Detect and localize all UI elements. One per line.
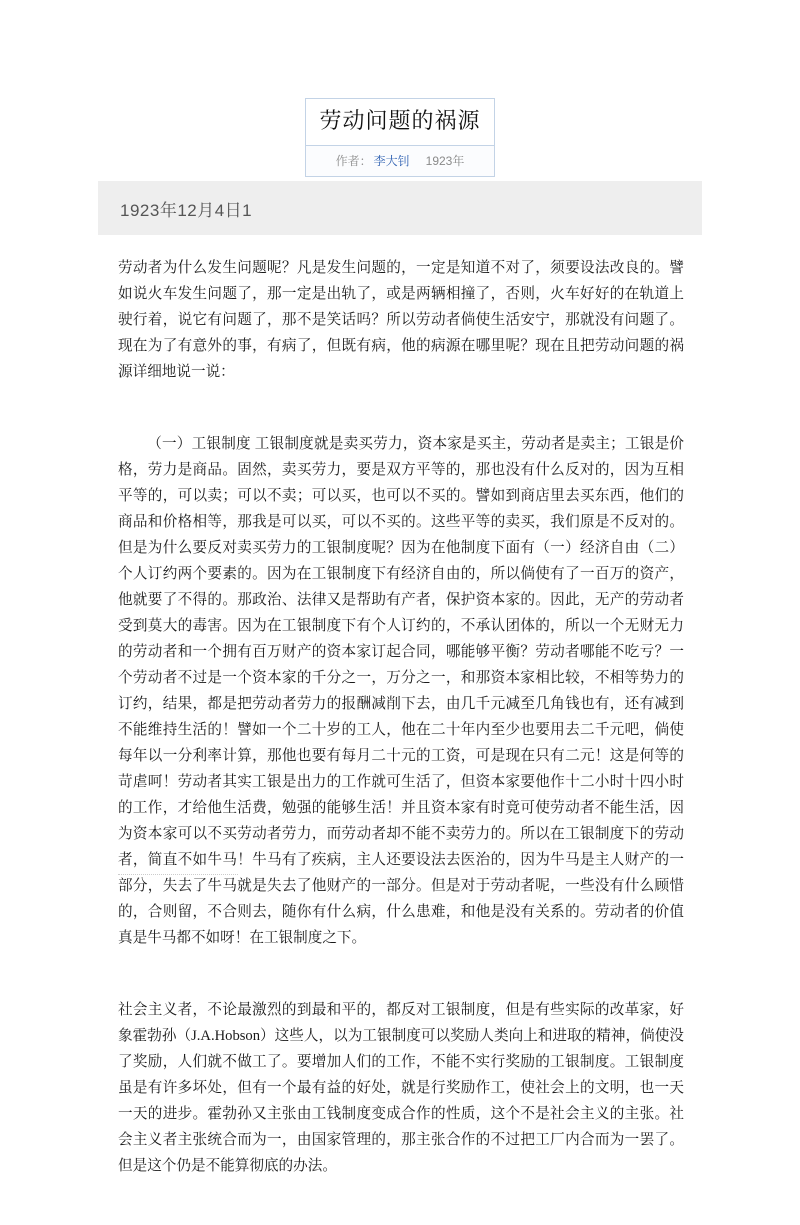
- byline: [306, 145, 494, 176]
- paragraph: （一）工银制度 工银制度就是卖买劳力，资本家是买主，劳动者是卖主；工银是价格，劳力是商品。固然，卖买劳力，要是双方平等的，那也没有什么反对的，因为互相平等的，可以卖；可以不卖；可以买，也可以不买的。譬如到商店里去买东西，他们的商品和价格相等，那我是可以买，可以不买的。这些平等的卖买，我们原是不反对的。但是为什么要反对卖买劳力的工银制度呢？因为在他制度下面有（一）经济自由（二）个人订约两个要素的。因为在工银制度下有经济自由的，所以倘使有了一百万的资产，他就要了不得的。那政治、法律又是帮助有产者，保护资本家的。因此，无产的劳动者受到莫大的毒害。因为在工银制度下有个人订约的，不承认团体的，所以一个无财无力的劳动者和一个拥有百万财产的资本家订起合同，哪能够平衡？劳动者哪能不吃亏？一个劳动者不过是一个资本家的千分之一，万分之一，和那资本家相比较，不相等势力的订约，结果，都是把劳动者劳力的报酬减削下去，由几千元减至几角钱也有，还有减到不能维持生活的！譬如一个二十岁的工人，他在二十年内至少也要用去二千元吧，倘使每年以一分利率计算，那他也要有每月二十元的工资，可是现在只有二元！这是何等的苛虐呵！劳动者其实工银是出力的工作就可生活了，但资本家要他作十二小时十四小时的工作，才给他生活费，勉强的能够生活！并且资本家有时竟可使劳动者不能生活，因为资本家可以不买劳动者劳力，而劳动者却不能不卖劳力的。所以在工银制度下的劳动者，简直不如牛马！牛马有了疾病，主人还要设法去医治的，因为牛马是主人财产的一部分，失去了牛马就是失去了他财产的一部分。但是对于劳动者呢，一些没有什么顾惜的，合则留，不合则去，随你有什么病，什么患难，和他是没有关系的。劳动者的价值真是牛马都不如呀！在工银制度之下。: [118, 436, 684, 946]
- publication-year: 1923年: [425, 153, 465, 168]
- title-block: [305, 98, 495, 177]
- date-bar: [98, 181, 702, 235]
- paragraph: 社会主义者，不论最激烈的到最和平的，都反对工银制度，但是有些实际的改革家，好象霍勃孙（J.A.Hobson）这些人，以为工银制度可以奖励人类向上和进取的精神，倘使没了奖励，人们就不做工了。要增加人们的工作，不能不实行奖励的工银制度。工银制度虽是有许多坏处，但有一个最有益的好处，就是行奖励作工，使社会上的文明，也一天一天的进步。霍勃孙又主张由工钱制度变成合作的性质，这个不是社会主义的主张。社会主义者主张统合而为一，由国家管理的，那主张合作的不过把工厂内合而为一罢了。但是这个仍是不能算彻底的办法。: [118, 1002, 684, 1174]
- author-link[interactable]: 李大钊: [373, 153, 410, 168]
- page-divider: [118, 874, 238, 875]
- author-label: 作者：: [335, 153, 372, 168]
- document-content: [118, 255, 684, 1225]
- date-text: 1923年12月4日1: [120, 200, 253, 220]
- page-title: 劳动问题的祸源: [319, 108, 481, 133]
- paragraph: 劳动者为什么发生问题呢？凡是发生问题的，一定是知道不对了，须要设法改良的。譬如说火车发生问题了，那一定是出轨了，或是两辆相撞了，否则，火车好好的在轨道上驶行着，说它有问题了，那不是笑话吗？所以劳动者倘使生活安宁，那就没有问题了。现在为了有意外的事，有病了，但既有病，他的病源在哪里呢？现在且把劳动问题的祸源详细地说一说：: [118, 260, 684, 380]
